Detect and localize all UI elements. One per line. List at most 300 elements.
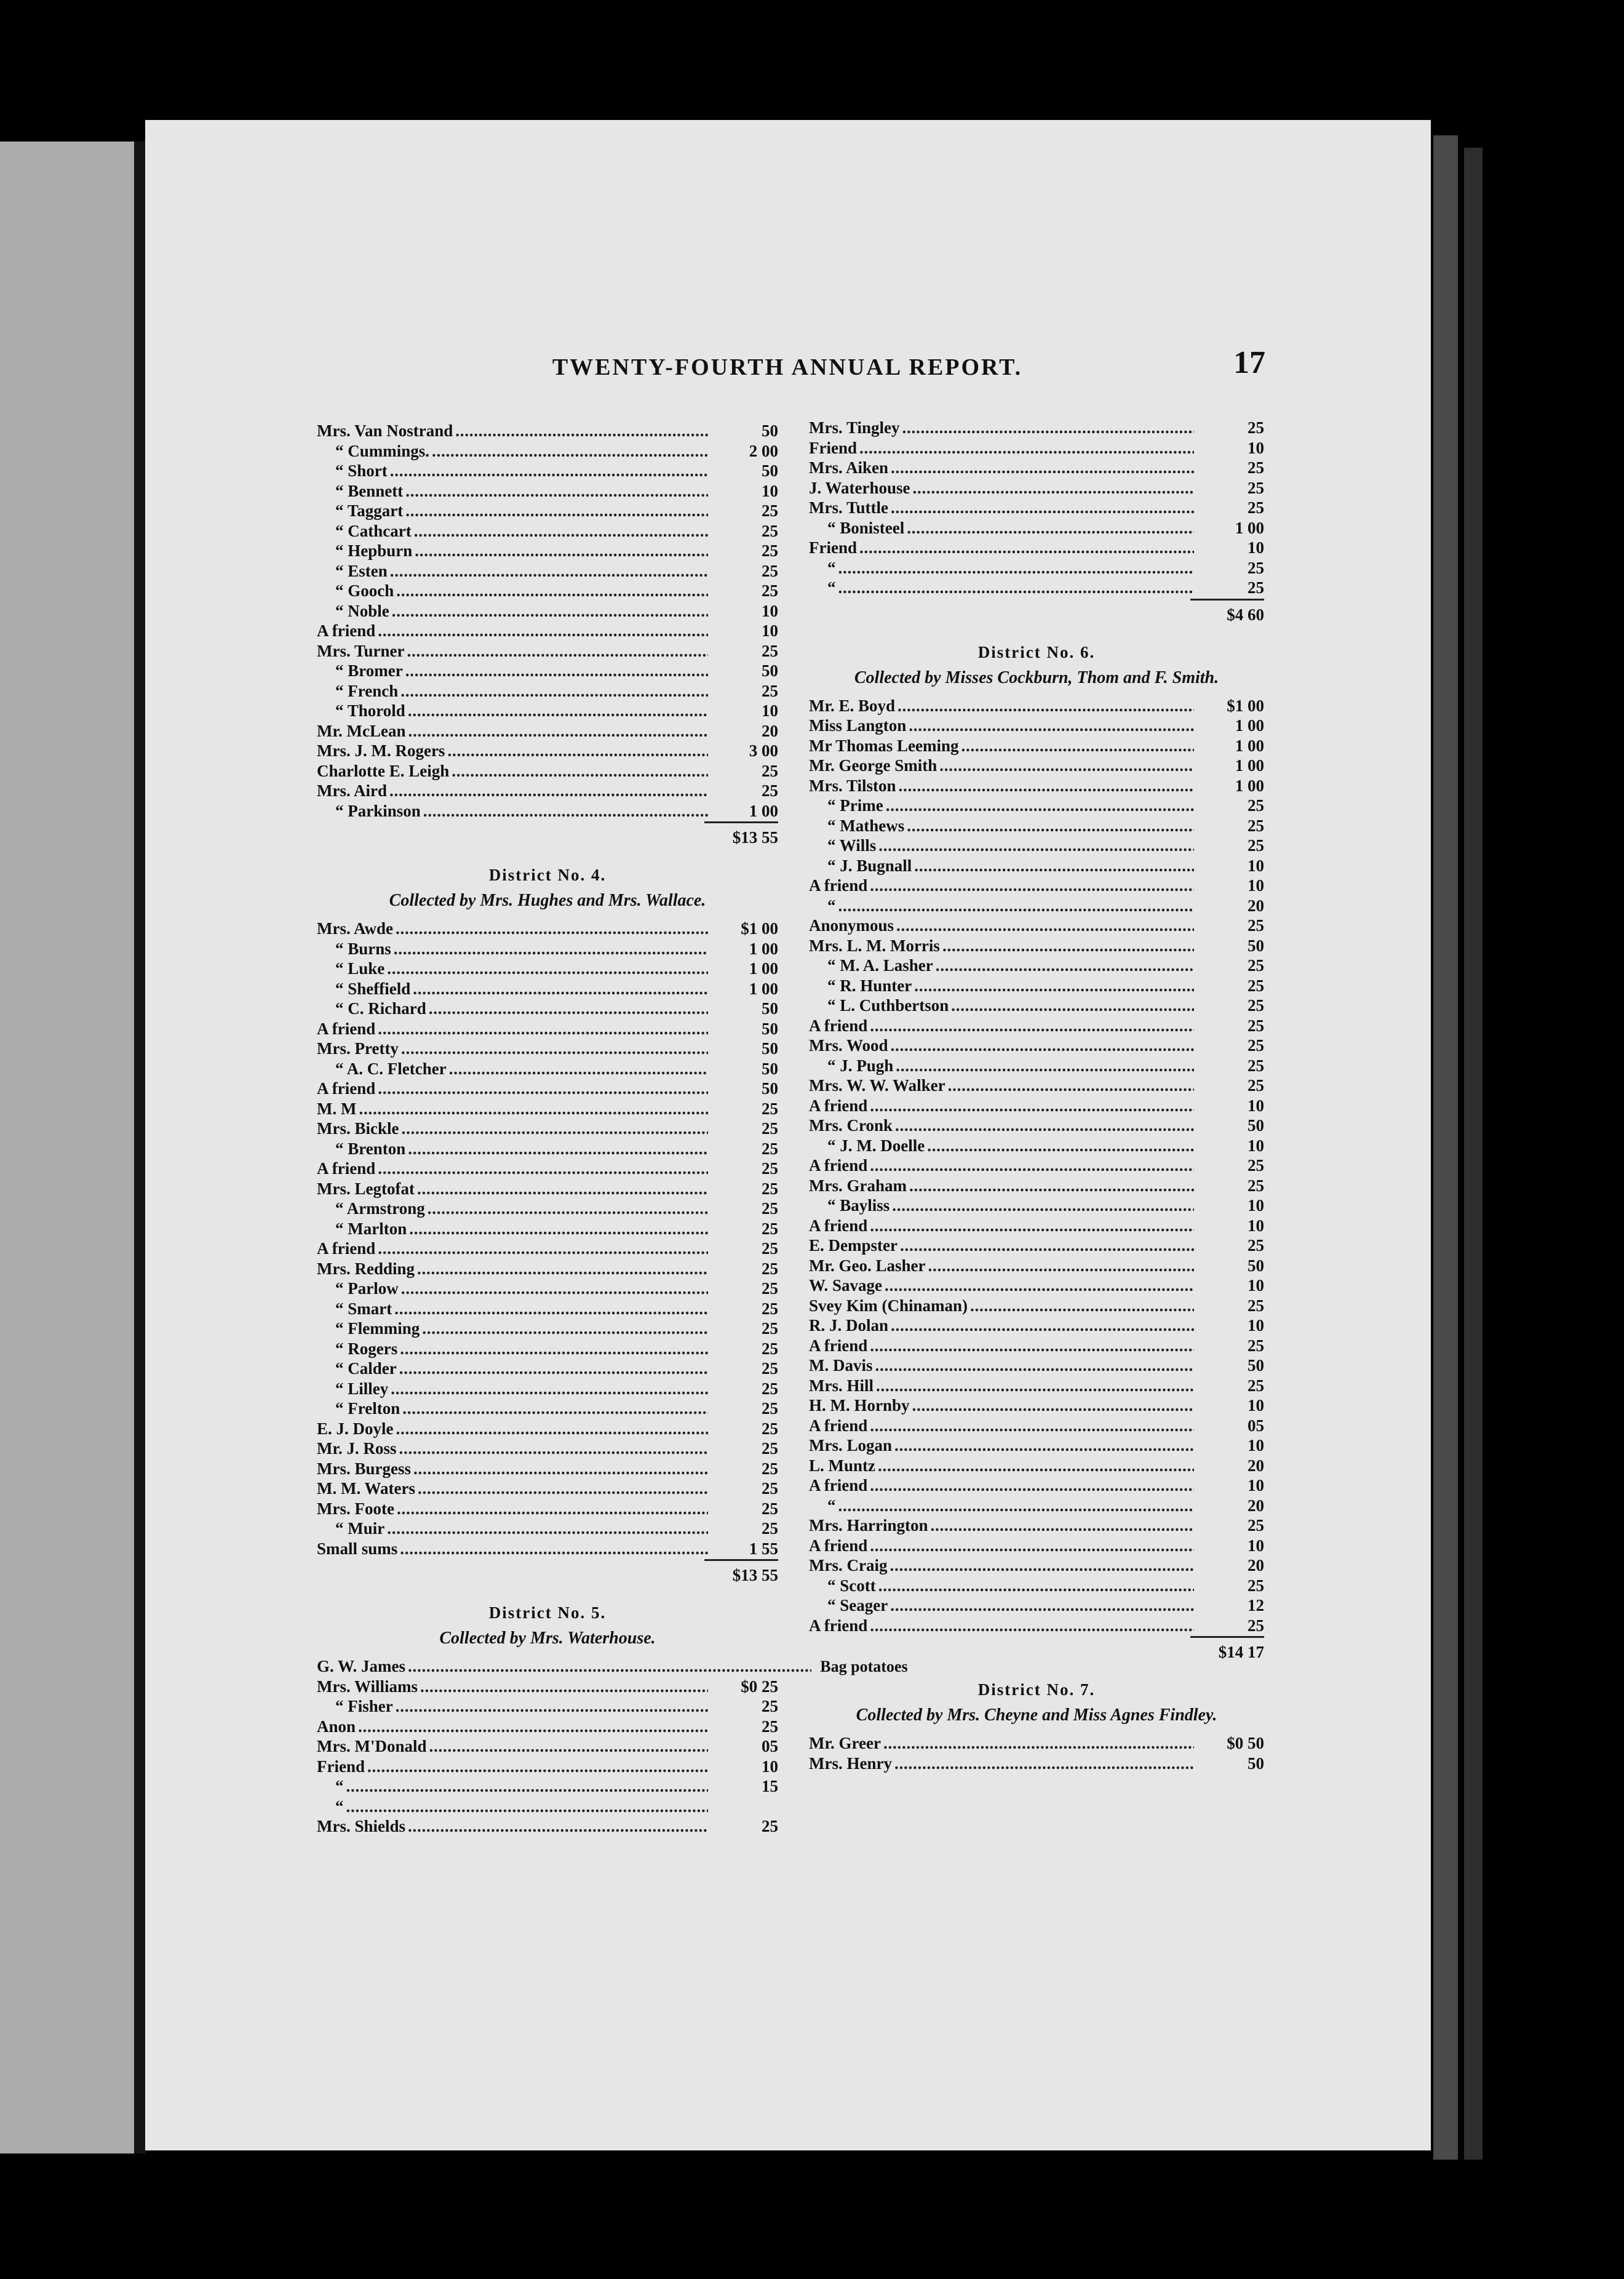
donor-name: Mrs. Harrington (809, 1516, 928, 1535)
donor-name: “ Gooch (335, 581, 394, 600)
dot-leader (432, 442, 708, 461)
donation-amount: 1 00 (1235, 518, 1264, 537)
donor-name: “ Parkinson (335, 801, 421, 820)
dot-leader (420, 1677, 708, 1696)
donor-name: A friend (809, 1476, 868, 1495)
donor-name: “ Noble (335, 601, 389, 620)
donation-amount: 25 (762, 521, 778, 540)
donor-row (809, 716, 1264, 736)
dot-leader (449, 1060, 708, 1079)
donor-row (317, 1519, 778, 1539)
donation-amount: 25 (1248, 956, 1264, 975)
donor-name: “ J. M. Doelle (827, 1136, 925, 1155)
donor-name: “ (827, 578, 836, 597)
donor-row (317, 1539, 778, 1560)
dot-leader (413, 1459, 708, 1479)
dot-leader (390, 461, 708, 481)
donor-row (809, 1256, 1264, 1277)
donor-name: “ Mathews (827, 816, 905, 835)
donor-row (317, 701, 778, 722)
donor-row (317, 1060, 778, 1080)
donor-name: Miss Langton (809, 716, 907, 735)
dot-leader (389, 781, 708, 800)
donor-row (317, 1239, 778, 1259)
dot-leader (401, 1119, 708, 1138)
donor-name: “ French (335, 681, 399, 700)
donor-row (809, 1476, 1264, 1496)
donor-name: “ (827, 896, 836, 915)
donor-row (809, 796, 1264, 816)
donor-name: J. Waterhouse (809, 478, 910, 497)
donor-row (809, 1596, 1264, 1616)
dot-leader (455, 421, 708, 441)
donor-row (317, 562, 778, 582)
donation-amount: 25 (1248, 816, 1264, 835)
donation-amount: 25 (762, 681, 778, 700)
collectors-line: Collected by Misses Cockburn, Thom and F. Smith. (854, 668, 1219, 687)
donation-amount: 25 (1248, 1036, 1264, 1055)
donor-name: A friend (809, 1016, 868, 1035)
donor-row (317, 1797, 778, 1818)
donation-amount: 25 (762, 501, 778, 520)
dot-leader (391, 1379, 708, 1399)
dot-leader (397, 1499, 708, 1519)
donor-row (809, 479, 1264, 499)
donor-row (809, 1296, 1264, 1317)
donor-row (317, 661, 778, 682)
district-heading: District No. 6. (977, 642, 1096, 661)
district-heading: District No. 7. (977, 1680, 1096, 1699)
donor-name: Mrs. Craig (809, 1556, 888, 1575)
donor-name: Mr. George Smith (809, 756, 937, 775)
dot-leader (914, 856, 1194, 876)
donor-name: “ Bennett (335, 481, 404, 500)
donor-name: Friend (809, 538, 857, 557)
donor-name: Mrs. Tilston (809, 776, 896, 795)
donation-amount: 25 (762, 1459, 778, 1478)
dot-leader (378, 1079, 708, 1098)
donation-amount: 50 (1248, 1754, 1264, 1773)
donor-row (809, 1516, 1264, 1536)
donor-row (317, 802, 778, 822)
donor-name: Mrs. Bickle (317, 1119, 399, 1138)
dot-leader (405, 482, 708, 501)
donor-row (809, 1496, 1264, 1517)
dot-leader (418, 1479, 708, 1498)
donation-amount: 10 (1248, 1216, 1264, 1235)
dot-leader (870, 1156, 1194, 1175)
dot-leader (913, 479, 1194, 498)
donation-amount: 3 00 (749, 741, 778, 760)
dot-leader (428, 1199, 708, 1218)
donor-row (809, 1116, 1264, 1136)
donor-row (317, 1439, 778, 1459)
donation-amount: 10 (762, 481, 778, 500)
donation-amount: 2 00 (749, 441, 778, 460)
donor-row (317, 741, 778, 762)
donor-name: Svey Kim (Chinaman) (809, 1296, 968, 1315)
donor-name: “ Esten (335, 561, 388, 580)
donor-name: Mr. J. Ross (317, 1439, 397, 1458)
dot-leader (387, 959, 708, 978)
donor-name: “ Scott (827, 1576, 876, 1595)
donor-row (809, 1336, 1264, 1357)
donor-name: “ Marlton (335, 1219, 407, 1238)
dot-leader (838, 896, 1195, 916)
donor-row (317, 1020, 778, 1040)
donation-amount: 10 (1248, 1096, 1264, 1115)
donor-row (317, 1657, 908, 1677)
donor-name: A friend (317, 1079, 376, 1098)
donor-name: Mrs. Awde (317, 919, 393, 938)
dot-leader (902, 418, 1194, 437)
dot-leader (378, 621, 708, 641)
donation-amount: 25 (762, 541, 778, 560)
dot-leader (896, 916, 1194, 935)
dot-leader (408, 701, 708, 720)
donation-amount: 25 (1248, 498, 1264, 517)
donor-row (809, 1196, 1264, 1216)
donor-row (809, 559, 1264, 579)
dot-leader (401, 1039, 708, 1058)
donation-amount: 20 (1248, 1556, 1264, 1575)
donor-row (809, 458, 1264, 479)
donor-row (317, 762, 778, 782)
donor-row (317, 442, 778, 462)
running-header: TWENTY-FOURTH ANNUAL REPORT. (552, 354, 1023, 380)
donor-row (809, 1076, 1264, 1096)
donation-amount: 50 (762, 999, 778, 1018)
donation-amount: 25 (762, 1339, 778, 1358)
donor-row (317, 1677, 778, 1698)
donation-amount: 25 (1248, 836, 1264, 855)
donor-name: Mrs. Tingley (809, 418, 900, 437)
donation-amount: 25 (1248, 578, 1264, 597)
donor-name: “ Seager (827, 1596, 888, 1614)
donor-name: “ Smart (335, 1299, 392, 1318)
donation-amount: 25 (762, 1319, 778, 1338)
donor-name: Mrs. Logan (809, 1436, 892, 1455)
dot-leader (876, 1376, 1194, 1395)
dot-leader (400, 682, 708, 701)
donation-amount: 25 (762, 1439, 778, 1458)
donor-name: Friend (317, 1757, 365, 1776)
donation-amount: 25 (1248, 1616, 1264, 1635)
donation-amount: 50 (762, 461, 778, 480)
donor-row (809, 816, 1264, 837)
donation-amount: 50 (1248, 1256, 1264, 1275)
donation-amount: 25 (762, 1519, 778, 1538)
dot-leader (895, 1116, 1194, 1135)
donor-name: W. Savage (809, 1276, 883, 1295)
donation-amount: 25 (762, 1479, 778, 1498)
donation-amount: 1 00 (749, 959, 778, 978)
donor-row (317, 581, 778, 602)
donation-amount: 25 (1248, 1236, 1264, 1255)
donation-amount: 1 00 (749, 979, 778, 998)
donor-row (809, 1236, 1264, 1256)
dot-leader (429, 1737, 709, 1756)
donor-row (317, 1757, 778, 1778)
donor-name: A friend (809, 1336, 868, 1355)
donation-amount: 20 (1248, 896, 1264, 915)
donor-row (809, 418, 1264, 439)
donor-name: Mr. E. Boyd (809, 696, 896, 715)
donor-name: Mrs. Tuttle (809, 498, 889, 517)
dot-leader (447, 741, 708, 760)
donor-name: “ Calder (335, 1359, 397, 1378)
donation-amount: 05 (762, 1737, 778, 1755)
donation-amount: 25 (1248, 996, 1264, 1015)
dot-leader (396, 1419, 709, 1439)
dot-leader (417, 1259, 708, 1279)
dot-leader (891, 1316, 1194, 1335)
donor-name: Mr. Greer (809, 1734, 881, 1752)
dot-leader (408, 722, 708, 741)
donor-name: Mrs. Redding (317, 1259, 415, 1278)
donor-row (809, 1096, 1264, 1117)
donor-row (809, 916, 1264, 936)
donor-name: Mrs. Aiken (809, 458, 889, 477)
donor-row (317, 1100, 778, 1120)
donor-row (809, 776, 1264, 797)
donor-name: “ (827, 1496, 836, 1515)
donor-name: “ Cummings. (335, 441, 430, 460)
dot-leader (898, 696, 1194, 716)
dot-leader (358, 1717, 708, 1736)
donation-amount: 25 (762, 641, 778, 660)
donor-name: A friend (317, 1239, 376, 1258)
donation-amount: 10 (1248, 856, 1264, 875)
collectors-line: Collected by Mrs. Waterhouse. (439, 1629, 656, 1648)
donor-name: “ Rogers (335, 1339, 398, 1358)
donor-row (809, 1016, 1264, 1037)
donor-name: Friend (809, 438, 857, 457)
donation-amount: 25 (1248, 1076, 1264, 1095)
donor-name: “ Armstrong (335, 1199, 425, 1218)
donation-amount: 25 (762, 561, 778, 580)
donor-name: “ Hepburn (335, 541, 413, 560)
donor-row (809, 1056, 1264, 1077)
district-total: $13 55 (317, 1559, 778, 1586)
dot-leader (939, 756, 1194, 775)
dot-leader (378, 1239, 708, 1258)
donation-amount: 10 (1248, 438, 1264, 457)
donor-row (317, 482, 778, 502)
donation-amount: 25 (1248, 478, 1264, 497)
donation-amount: 25 (1248, 1296, 1264, 1315)
donor-name: “ Wills (827, 836, 877, 855)
donation-amount: 1 00 (749, 939, 778, 958)
donor-name: A friend (317, 621, 376, 640)
donor-row (317, 1399, 778, 1419)
dot-leader (930, 1516, 1194, 1535)
dot-leader (875, 1356, 1195, 1375)
donor-name: M. M. Waters (317, 1479, 415, 1498)
donor-row (317, 1199, 778, 1219)
donor-row (809, 996, 1264, 1016)
donation-amount: 1 00 (749, 801, 778, 820)
donation-amount: 50 (762, 1039, 778, 1058)
donation-amount: 1 00 (1235, 756, 1264, 775)
donor-row (317, 722, 778, 742)
donor-name: “ Fisher (335, 1697, 393, 1715)
donation-amount: 25 (762, 1499, 778, 1518)
donor-name: Mrs. Williams (317, 1677, 418, 1696)
dot-leader (838, 559, 1195, 578)
donor-row (317, 1499, 778, 1520)
donation-amount: 25 (1248, 796, 1264, 815)
donation-amount: 25 (762, 761, 778, 780)
donation-amount: 25 (1248, 976, 1264, 995)
donor-name: Mrs. Burgess (317, 1459, 411, 1478)
dot-leader (878, 1576, 1194, 1595)
donation-amount: 25 (1248, 1516, 1264, 1535)
donor-row (317, 1319, 778, 1339)
donor-name: Mrs. Legtofat (317, 1179, 415, 1198)
donation-amount: 10 (762, 621, 778, 640)
donor-row (809, 736, 1264, 757)
donor-name: Small sums (317, 1539, 398, 1558)
dot-leader (367, 1757, 708, 1776)
donor-name: L. Muntz (809, 1456, 875, 1475)
donor-name: “ Parlow (335, 1279, 399, 1298)
donor-row (317, 1279, 778, 1299)
donor-name: “ Flemming (335, 1319, 420, 1338)
dot-leader (890, 1556, 1194, 1575)
dot-leader (907, 816, 1194, 836)
dot-leader (891, 458, 1194, 477)
donation-amount: 10 (762, 601, 778, 620)
donation-amount: 25 (762, 1179, 778, 1198)
donor-row (317, 1737, 778, 1757)
dot-leader (346, 1797, 709, 1816)
donor-name: Mrs. Pretty (317, 1039, 399, 1058)
donor-row (317, 1140, 778, 1160)
donor-name: Mrs. Aird (317, 781, 387, 800)
donor-row (809, 856, 1264, 877)
dot-leader (914, 976, 1194, 996)
donation-amount: 10 (762, 701, 778, 720)
dot-leader (961, 736, 1194, 756)
donor-row (317, 621, 778, 642)
donor-row (317, 781, 778, 802)
dot-leader (405, 661, 708, 681)
donor-row (317, 999, 778, 1020)
donor-row (317, 1419, 778, 1440)
donation-amount: 10 (1248, 538, 1264, 557)
dot-leader (378, 1159, 708, 1178)
donor-name: “ Thorold (335, 701, 405, 720)
dot-leader (870, 1416, 1194, 1435)
book-gutter (134, 142, 145, 2153)
donation-amount: 25 (762, 1139, 778, 1158)
dot-leader (394, 940, 708, 959)
dot-leader (951, 996, 1194, 1015)
donation-amount: 10 (1248, 1316, 1264, 1335)
donor-list (317, 421, 778, 821)
donation-amount: 25 (1248, 458, 1264, 477)
dot-leader (401, 1279, 708, 1298)
donation-amount: 25 (762, 1219, 778, 1238)
dot-leader (405, 501, 708, 521)
donation-amount: 10 (762, 1757, 778, 1776)
donor-name: Anonymous (809, 916, 894, 935)
donor-row (809, 1616, 1264, 1637)
donor-name: Mrs. Wood (809, 1036, 888, 1055)
donor-list (809, 1734, 1264, 1774)
donation-amount: $1 00 (741, 919, 778, 938)
donor-row (317, 919, 778, 940)
donor-name: Mrs. L. M. Morris (809, 936, 940, 955)
dot-leader (892, 1196, 1194, 1215)
dot-leader (408, 1657, 811, 1676)
donation-amount: 10 (1248, 876, 1264, 895)
dot-leader (396, 919, 708, 938)
donor-name: Mrs. Foote (317, 1499, 394, 1518)
district-heading: District No. 5. (488, 1603, 607, 1622)
donation-amount: 25 (762, 1717, 778, 1736)
donation-amount: 25 (762, 1817, 778, 1835)
donation-amount: 50 (762, 1019, 778, 1038)
donor-name: Mr Thomas Leeming (809, 736, 959, 755)
donor-name: “ Bonisteel (827, 518, 905, 537)
donor-name: “ (335, 1777, 344, 1795)
donor-row (317, 421, 778, 442)
donation-amount: 1 55 (749, 1539, 778, 1558)
donor-row (317, 1119, 778, 1140)
donation-amount: 25 (1248, 1576, 1264, 1595)
donation-amount: 10 (1248, 1276, 1264, 1295)
donation-amount: 25 (762, 581, 778, 600)
donor-row (317, 1039, 778, 1060)
donation-amount: 25 (762, 1419, 778, 1438)
dot-leader (870, 1536, 1194, 1555)
donation-amount: 25 (1248, 1376, 1264, 1395)
dot-leader (422, 1319, 708, 1338)
dot-leader (870, 1336, 1194, 1355)
donor-row (317, 642, 778, 662)
donor-name: H. M. Hornby (809, 1396, 910, 1415)
donor-name: “ Prime (827, 796, 883, 815)
donor-row (809, 519, 1264, 539)
donor-row (317, 940, 778, 960)
donor-name: A friend (809, 1616, 868, 1635)
donor-row (809, 498, 1264, 519)
donor-name: “ Lilley (335, 1379, 389, 1398)
donation-amount: 25 (762, 1399, 778, 1418)
donor-row (809, 936, 1264, 957)
dot-leader (414, 522, 708, 541)
donor-name: Mrs. W. W. Walker (809, 1076, 945, 1095)
donor-name: “ J. Bugnall (827, 856, 912, 875)
donor-name: A friend (809, 1096, 868, 1115)
dot-leader (870, 1096, 1194, 1116)
donor-row (317, 1777, 778, 1797)
donation-amount: 1 00 (1235, 716, 1264, 735)
dot-leader (408, 1140, 708, 1159)
donor-list (809, 418, 1264, 599)
donor-row (809, 1036, 1264, 1056)
district-heading: District No. 4. (488, 866, 607, 884)
donation-amount: 1 00 (1235, 736, 1264, 755)
dot-leader (870, 1016, 1194, 1036)
donor-row (317, 1179, 778, 1200)
donor-row (809, 1734, 1264, 1754)
dot-leader (859, 439, 1194, 458)
donor-name: E. Dempster (809, 1236, 898, 1255)
donation-amount: 25 (1248, 1056, 1264, 1075)
